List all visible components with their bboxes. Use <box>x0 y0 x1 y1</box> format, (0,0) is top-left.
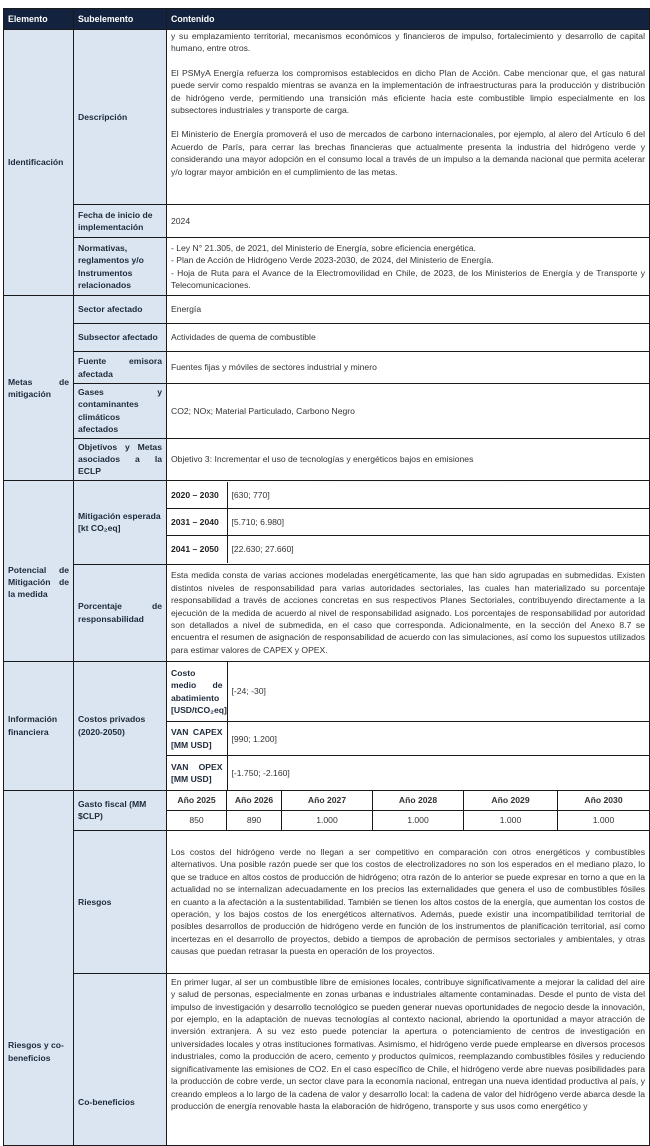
descripcion-paragraph: El Ministerio de Energía promoverá el uso de mercados de carbono internacionales, por ejemplo, al alero del Artículo 6 del Acuerdo de París, para cerrar las brechas financieras que actualmente presenta la industria del hidrógeno verde y considerando una mayor adopción en el consumo local a través de un impulso a la demanda nacional que permita acelerar y/o lograr mayor ambición en el cumplimiento de las metas. <box>171 129 645 177</box>
table-row <box>4 384 650 439</box>
element-informacion-financiera: Información financiera <box>4 661 74 790</box>
fuente-emisora-value: Fuentes fijas y móviles de sectores industrial y minero <box>167 352 650 384</box>
costos-privados-table <box>167 662 649 790</box>
cost-value: [-24; -30] <box>227 662 649 722</box>
normativa-item: - Plan de Acción de Hidrógeno Verde 2023-2030, de 2024, del Ministerio de Energía. <box>171 255 494 266</box>
fecha-inicio-value: 2024 <box>167 205 650 238</box>
sub-fuente-emisora: Fuente emisora afectada <box>74 352 167 384</box>
table-row <box>4 830 650 973</box>
cost-label: VAN OPEX [MM USD] <box>167 756 227 790</box>
gasto-fiscal-value: 1.000 <box>464 810 558 830</box>
gasto-fiscal-year: Año 2026 <box>227 790 282 810</box>
table-row <box>4 324 650 352</box>
gasto-fiscal-year: Año 2028 <box>373 790 464 810</box>
table-header-row <box>4 9 650 30</box>
sub-subsector-afectado: Subsector afectado <box>74 324 167 352</box>
descripcion-paragraph: y su emplazamiento territorial, mecanismos económicos y financieros de impulso, fortalecimiento y desarrollo de capital humano, entre otros. <box>171 31 645 54</box>
element-riesgos-cobeneficios <box>4 790 74 1145</box>
gasto-fiscal-value: 890 <box>227 810 282 830</box>
sub-mitigacion-esperada: Mitigación esperada [kt CO₂eq] <box>74 480 167 564</box>
gasto-fiscal-year: Año 2027 <box>282 790 373 810</box>
mitigacion-esperada-table-cell <box>167 480 650 564</box>
mitigation-range: [630; 770] <box>227 482 649 509</box>
mitigation-period: 2031 – 2040 <box>167 509 227 536</box>
mitigation-period: 2020 – 2030 <box>167 482 227 509</box>
cobeneficios-value: En primer lugar, al ser un combustible libre de emisiones locales, contribuye significativamente a mejorar la calidad del aire y salud de personas, especialmente en zonas urbanas e industriales altamente contaminadas. Desde el punto de vista del impulso de investigación y desarrollo tecnológico se pueden generar nuevas oportunidades de negocio desde la innovación, por ejemplo, en la adaptación de nuevas tecnologías al contexto nacional, abriendo la oportunidad a mayor atracción de inversión extranjera. A su vez esto puede potenciar la apertura o potenciamiento de centros de investigación en universidades locales y otras instituciones formativas. Asimismo, el hidrógeno verde puede emplearse en diversos procesos industriales, como la producción de acero, cemento y productos químicos, reemplazando combustibles fósiles y reduciendo significativamente las emisiones de CO2. En el caso específico de Chile, el hidrógeno verde abre nuevas posibilidades para la producción de cobre verde, un sector clave para la economía nacional, entregan una nueva identidad productiva al país, y creando empleos a lo largo de la cadena de valor y desarrollo local: la cadena de valor del hidrógeno verde abarca desde la producción de energía renovable hasta la elaboración de hidrógeno, transporte y sus usos como energético y <box>167 973 650 1145</box>
gasto-fiscal-value: 1.000 <box>373 810 464 830</box>
mitigation-row <box>167 482 649 509</box>
cost-label: VAN CAPEX [MM USD] <box>167 722 227 756</box>
mitigation-range: [22.630; 27.660] <box>227 536 649 563</box>
sub-normativas: Normativas, reglamentos y/o Instrumentos relacionados <box>74 238 167 296</box>
sector-afectado-value: Energía <box>167 296 650 324</box>
normativa-item: - Ley N° 21.305, de 2021, del Ministerio de Energía, sobre eficiencia energética. <box>171 242 476 253</box>
table-row <box>4 973 650 1145</box>
element-identificacion: Identificación <box>4 30 74 296</box>
sub-descripcion: Descripción <box>74 30 167 205</box>
gasto-fiscal-value: 1.000 <box>558 810 650 830</box>
sub-objetivos-eclp: Objetivos y Metas asociados a la ECLP <box>74 438 167 480</box>
cost-row <box>167 756 649 790</box>
mitigation-range: [5.710; 6.980] <box>227 509 649 536</box>
objetivos-eclp-value: Objetivo 3: Incrementar el uso de tecnologías y energéticos bajos en emisiones <box>167 438 650 480</box>
subsector-afectado-value: Actividades de quema de combustible <box>167 324 650 352</box>
sub-porcentaje-responsabilidad: Porcentaje de responsabilidad <box>74 564 167 661</box>
gasto-fiscal-year: Año 2025 <box>167 790 227 810</box>
element-potencial-mitigacion <box>4 480 74 661</box>
riesgos-value: Los costos del hidrógeno verde no llegan a ser competitivo en comparación con otros energéticos y combustibles alternativos. Una posible razón puede ser que los costos de electrolizadores no son los esperados en el mediano plazo, lo que se traduce en altos costos de producción de hidrógeno; otra razón de lo anterior se puede expresar en torno a que en la actualidad no se internalizan adecuadamente en los precios las externalidades que genera el uso de combustibles fósiles en cuanto a la afectación a la sustentabilidad. También se tienen los altos costos de la energía, que aumentan los costos de operación, y los bajos costos de los energéticos alternativos. Además, puede existir una incompatibilidad territorial de posibles desarrollos de producción de hidrógeno verde en función de los instrumentos de planificación territorial, así como incertezas en el desarrollo de proyectos, debido a tiempos de aprobación de permisos sectoriales y ambientales, y otras causas que puedan retrasar la puesta en operación de los proyectos. <box>167 830 650 973</box>
sub-riesgos: Riesgos <box>74 830 167 973</box>
porcentaje-responsabilidad-value: Esta medida consta de varias acciones modeladas energéticamente, las que han sido agrupadas en submedidas. Existen distintos niveles de responsabilidad para varias autoridades sectoriales, las cuales han materializado su porcentaje responsabilidad a través de acciones concretas en sus respectivos Planes Sectoriales, contribuyendo directamente a la ejecución de la medida de acuerdo al nivel de responsabilidad asignado. Los porcentajes de responsabilidad por autoridad son detallados a nivel de submedida, en el caso que corresponda. Adicionalmente, en la sección del Anexo 8.7 se encuentra el resumen de asignación de responsabilidad de acuerdo con las simulaciones, así como los supuestos utilizados para estimar valores de CAPEX y OPEX. <box>167 564 650 661</box>
descripcion-paragraph: El PSMyA Energía refuerza los compromisos establecidos en dicho Plan de Acción. Cabe mencionar que, el gas natural puede servir como respaldo mientras se avanza en la implementación de infraestructuras para la producción y distribución de hidrógeno verde, permitiendo una transición más eficiente hacia este combustible limpio especialmente en los subsectores industriales y transporte de carga. <box>171 67 645 116</box>
table-row <box>4 30 650 205</box>
gasto-fiscal-value: 1.000 <box>282 810 373 830</box>
table-row <box>4 238 650 296</box>
cost-label: Costo medio de abatimiento [USD/tCO₂eq] <box>167 662 227 722</box>
header-elemento: Elemento <box>4 9 74 30</box>
table-row <box>4 661 650 790</box>
mitigacion-esperada-table <box>167 482 649 563</box>
mitigation-period: 2041 – 2050 <box>167 536 227 563</box>
gasto-fiscal-value: 850 <box>167 810 227 830</box>
table-row <box>4 438 650 480</box>
cost-value: [-1.750; -2.160] <box>227 756 649 790</box>
header-subelemento: Subelemento <box>74 9 167 30</box>
descripcion-content <box>167 30 650 205</box>
element-metas-mitigacion: Metas de mitigación <box>4 296 74 481</box>
table-row <box>4 564 650 661</box>
riesgos-cobeneficios-label: Riesgos y co-beneficios <box>8 1040 64 1063</box>
costos-privados-table-cell <box>167 661 650 790</box>
gasto-fiscal-year: Año 2030 <box>558 790 650 810</box>
mitigation-row <box>167 509 649 536</box>
header-contenido: Contenido <box>167 9 650 30</box>
table-row <box>4 790 650 810</box>
mitigation-row <box>167 536 649 563</box>
normativas-content <box>167 238 650 296</box>
sub-fecha-inicio: Fecha de inicio de implementación <box>74 205 167 238</box>
gases-contaminantes-value: CO2; NOx; Material Particulado, Carbono Negro <box>167 384 650 439</box>
gasto-fiscal-year: Año 2029 <box>464 790 558 810</box>
normativa-item: - Hoja de Ruta para el Avance de la Electromovilidad en Chile, de 2023, de los Ministerios de Energía y de Transporte y Telecomunicaciones. <box>171 267 645 290</box>
potencial-label: Potencial de Mitigación de la medida <box>8 564 69 600</box>
table-row <box>4 480 650 564</box>
measure-table <box>3 8 650 1146</box>
cost-value: [990; 1.200] <box>227 722 649 756</box>
sub-gasto-fiscal: Gasto fiscal (MM $CLP) <box>74 790 167 830</box>
sub-cobeneficios <box>74 973 167 1145</box>
table-row <box>4 296 650 324</box>
cost-row <box>167 662 649 722</box>
table-row <box>4 352 650 384</box>
cobeneficios-label: Co-beneficios <box>78 1097 135 1108</box>
table-row <box>4 205 650 238</box>
cost-row <box>167 722 649 756</box>
sub-sector-afectado: Sector afectado <box>74 296 167 324</box>
sub-costos-privados: Costos privados (2020-2050) <box>74 661 167 790</box>
sub-gases-contaminantes: Gases y contaminantes climáticos afectados <box>74 384 167 439</box>
